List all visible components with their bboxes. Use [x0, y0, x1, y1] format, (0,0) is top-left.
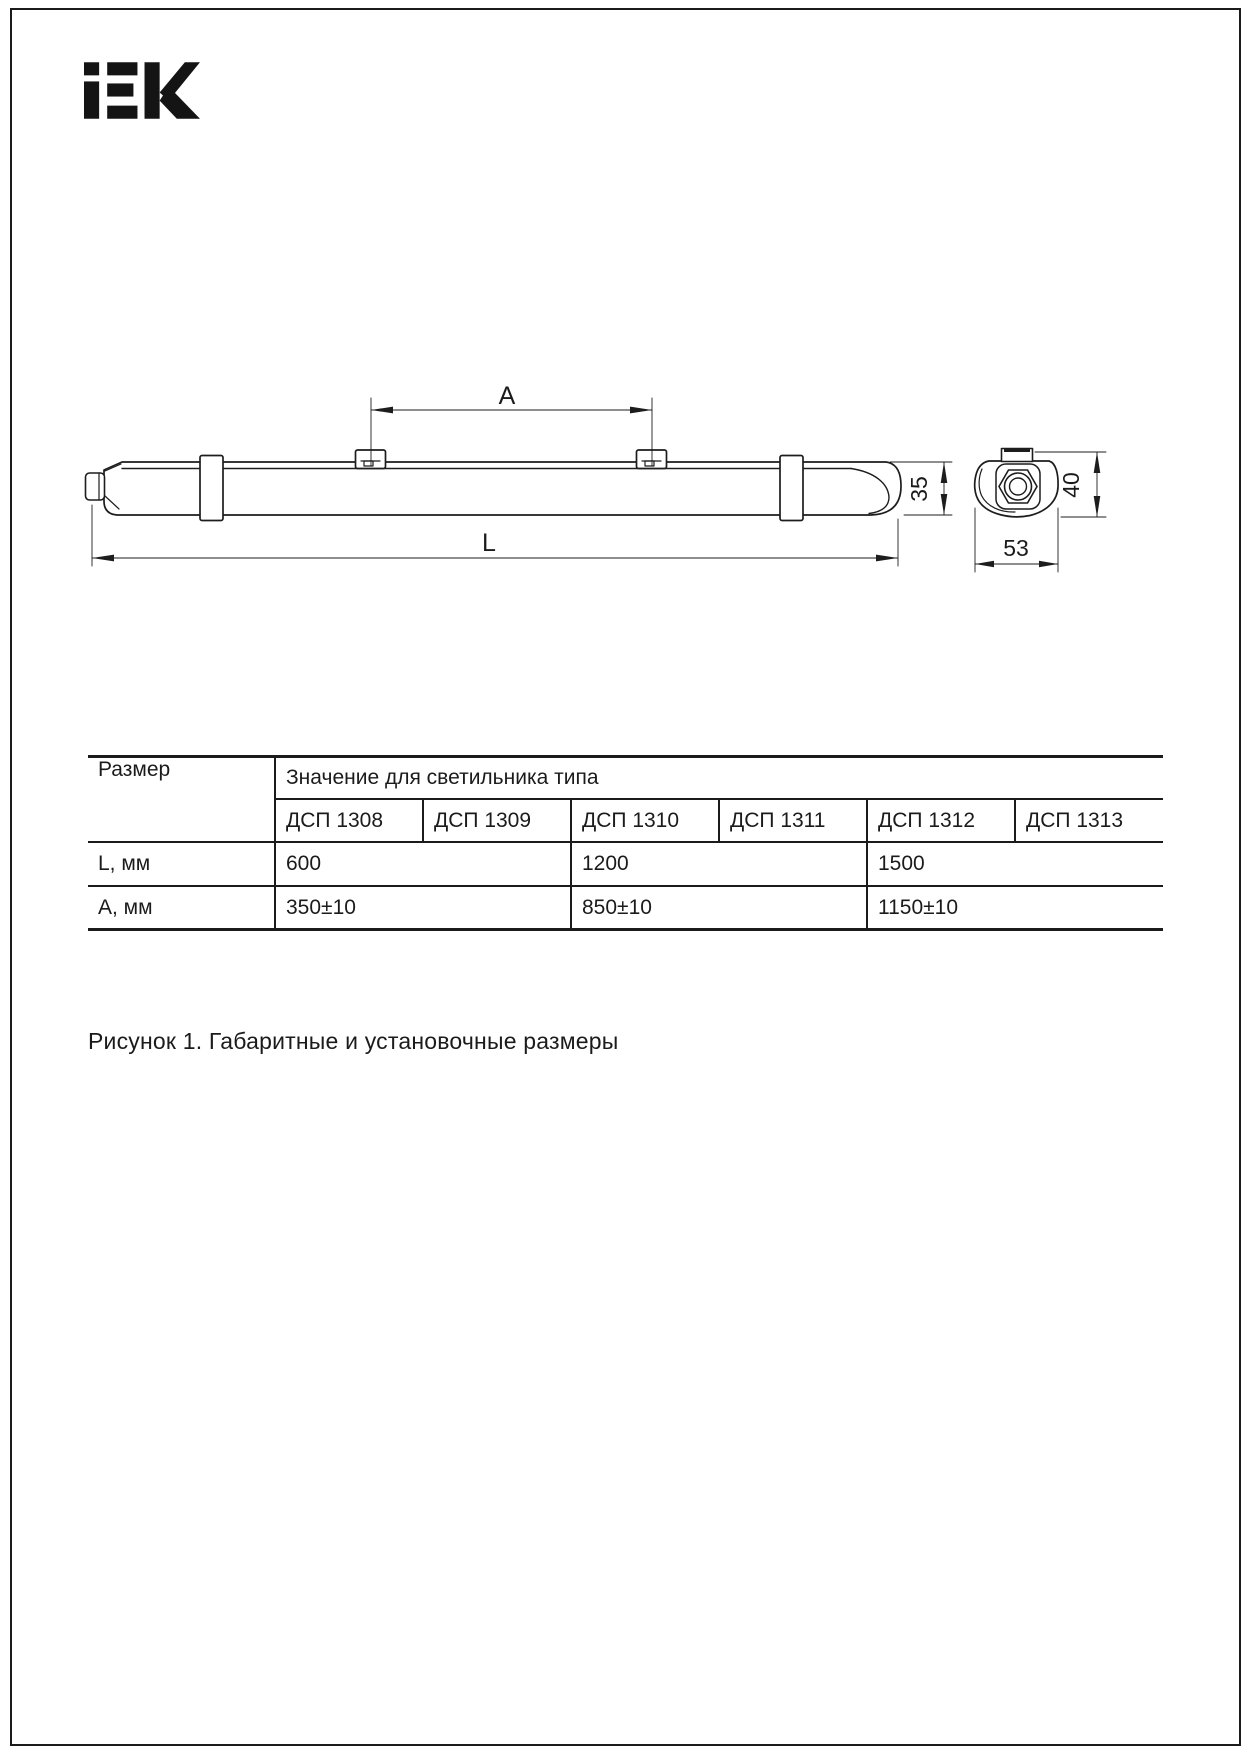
table-header-type-5: ДСП 1312	[867, 799, 1015, 842]
luminaire-end-view	[975, 448, 1058, 517]
dimensions-table	[88, 755, 1163, 931]
cell-a-850: 850±10	[571, 886, 867, 930]
mounting-clip-right	[637, 450, 667, 469]
table-row	[88, 886, 1163, 930]
iek-logo	[84, 62, 200, 119]
table-header-type-6: ДСП 1313	[1015, 799, 1163, 842]
row-label-l: L, мм	[88, 842, 275, 886]
dim-label-35: 35	[906, 476, 932, 502]
luminaire-front-view	[86, 450, 902, 521]
figure-caption: Рисунок 1. Габаритные и установочные размеры	[88, 1028, 619, 1054]
dim-label-53: 53	[1003, 535, 1029, 561]
table-row	[88, 842, 1163, 886]
dim-label-a: A	[498, 382, 516, 410]
table-header-type-2: ДСП 1309	[423, 799, 571, 842]
table-header-type-4: ДСП 1311	[719, 799, 867, 842]
table-header-size: Размер	[88, 757, 275, 843]
cable-gland	[86, 473, 105, 500]
cell-l-1200: 1200	[571, 842, 867, 886]
row-label-a: А, мм	[88, 886, 275, 930]
dim-label-40: 40	[1058, 472, 1084, 498]
table-header-type-1: ДСП 1308	[275, 799, 423, 842]
cell-a-1150: 1150±10	[867, 886, 1163, 930]
cell-a-350: 350±10	[275, 886, 571, 930]
band-clip-right	[780, 456, 803, 521]
cell-l-600: 600	[275, 842, 571, 886]
band-clip-left	[200, 456, 223, 521]
cell-l-1500: 1500	[867, 842, 1163, 886]
dim-label-l: L	[482, 529, 496, 557]
table-header-group: Значение для светильника типа	[275, 757, 1163, 800]
table-header-type-3: ДСП 1310	[571, 799, 719, 842]
mounting-clip-left	[356, 450, 386, 469]
dimension-drawing	[60, 330, 1130, 590]
